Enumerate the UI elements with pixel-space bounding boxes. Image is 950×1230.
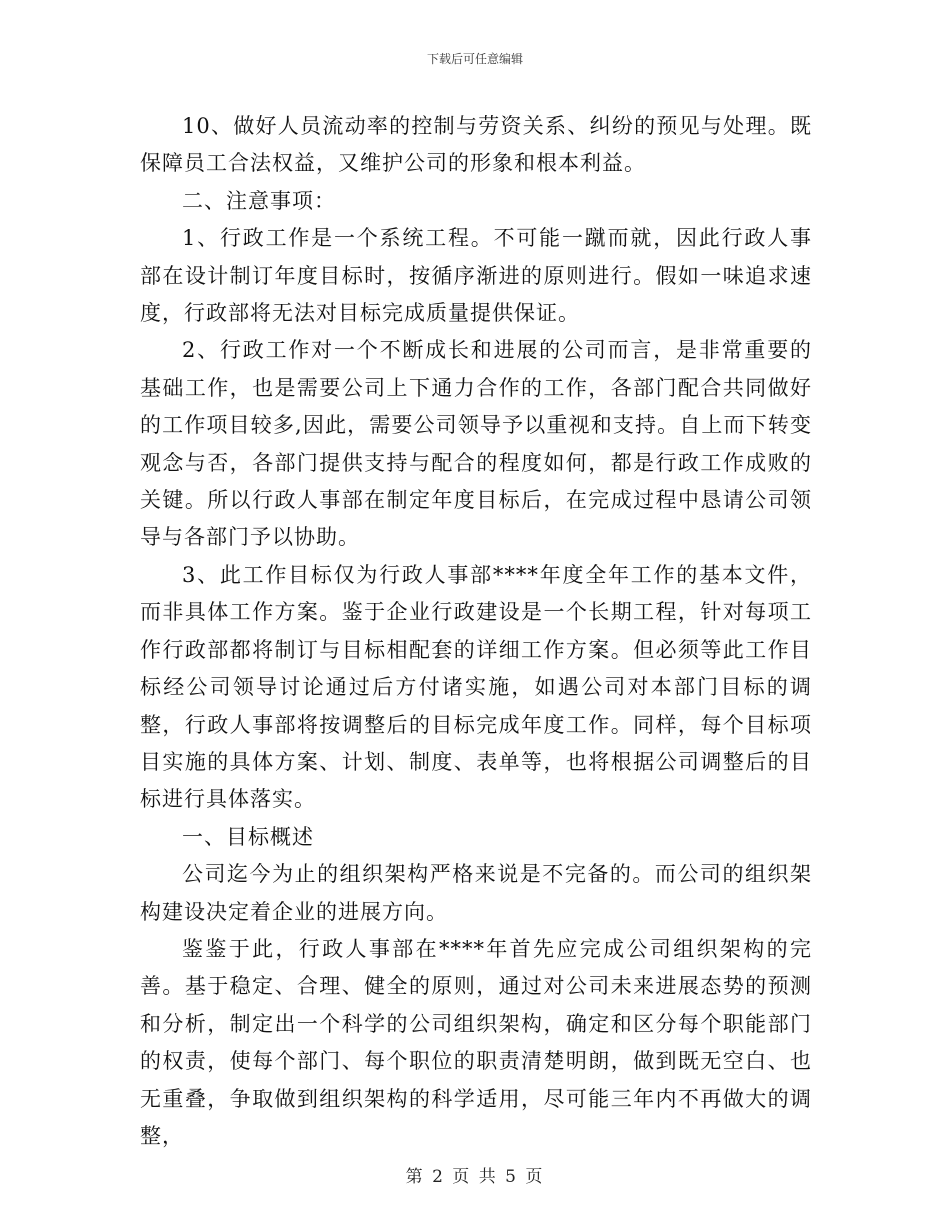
document-body [140, 108, 812, 1155]
paragraph-overview: 公司迄今为止的组织架构严格来说是不完备的。而公司的组织架构建设决定着企业的进展方向。 [140, 862, 812, 924]
heading-notes: 二、注意事项： [182, 188, 336, 213]
paragraph-note-2: 2、行政工作对一个不断成长和进展的公司而言，是非常重要的基础工作，也是需要公司上下通力合作的工作，各部门配合共同做好的工作项目较多,因此，需要公司领导予以重视和支持。自上而下转变观念与否，各部门提供支持与配合的程度如何，都是行政工作成败的关键。所以行政人事部在制定年度目标后，在完成过程中恳请公司领导与各部门予以协助。 [140, 338, 812, 550]
page-number: 第 2 页 共 5 页 [405, 1167, 545, 1187]
paragraph-note-3: 3、此工作目标仅为行政人事部****年度全年工作的基本文件，而非具体工作方案。鉴于企业行政建设是一个长期工程，针对每项工作行政部都将制订与目标相配套的详细工作方案。但必须等此工作目标经公司领导讨论通过后方付诸实施，如遇公司对本部门目标的调整，行政人事部将按调整后的目标完成年度工作。同样，每个目标项目实施的具体方案、计划、制度、表单等，也将根据公司调整后的目标进行具体落实。 [140, 562, 812, 812]
page-header: 下载后可任意编辑 [426, 52, 523, 66]
paragraph-org-structure: 鉴鉴于此，行政人事部在****年首先应完成公司组织架构的完善。基于稳定、合理、健全的原则，通过对公司未来进展态势的预测和分析，制定出一个科学的公司组织架构，确定和区分每个职能部门的权责，使每个部门、每个职位的职责清楚明朗，做到既无空白、也无重叠，争取做到组织架构的科学适用，尽可能三年内不再做大的调整， [140, 936, 812, 1148]
paragraph-note-1: 1、行政工作是一个系统工程。不可能一蹴而就，因此行政人事部在设计制订年度目标时，按循序渐进的原则进行。假如一味追求速度，行政部将无法对目标完成质量提供保证。 [140, 226, 812, 326]
heading-goal-overview: 一、目标概述 [182, 824, 314, 849]
paragraph-item-10: 10、做好人员流动率的控制与劳资关系、纠纷的预见与处理。既保障员工合法权益，又维护公司的形象和根本利益。 [140, 114, 812, 176]
